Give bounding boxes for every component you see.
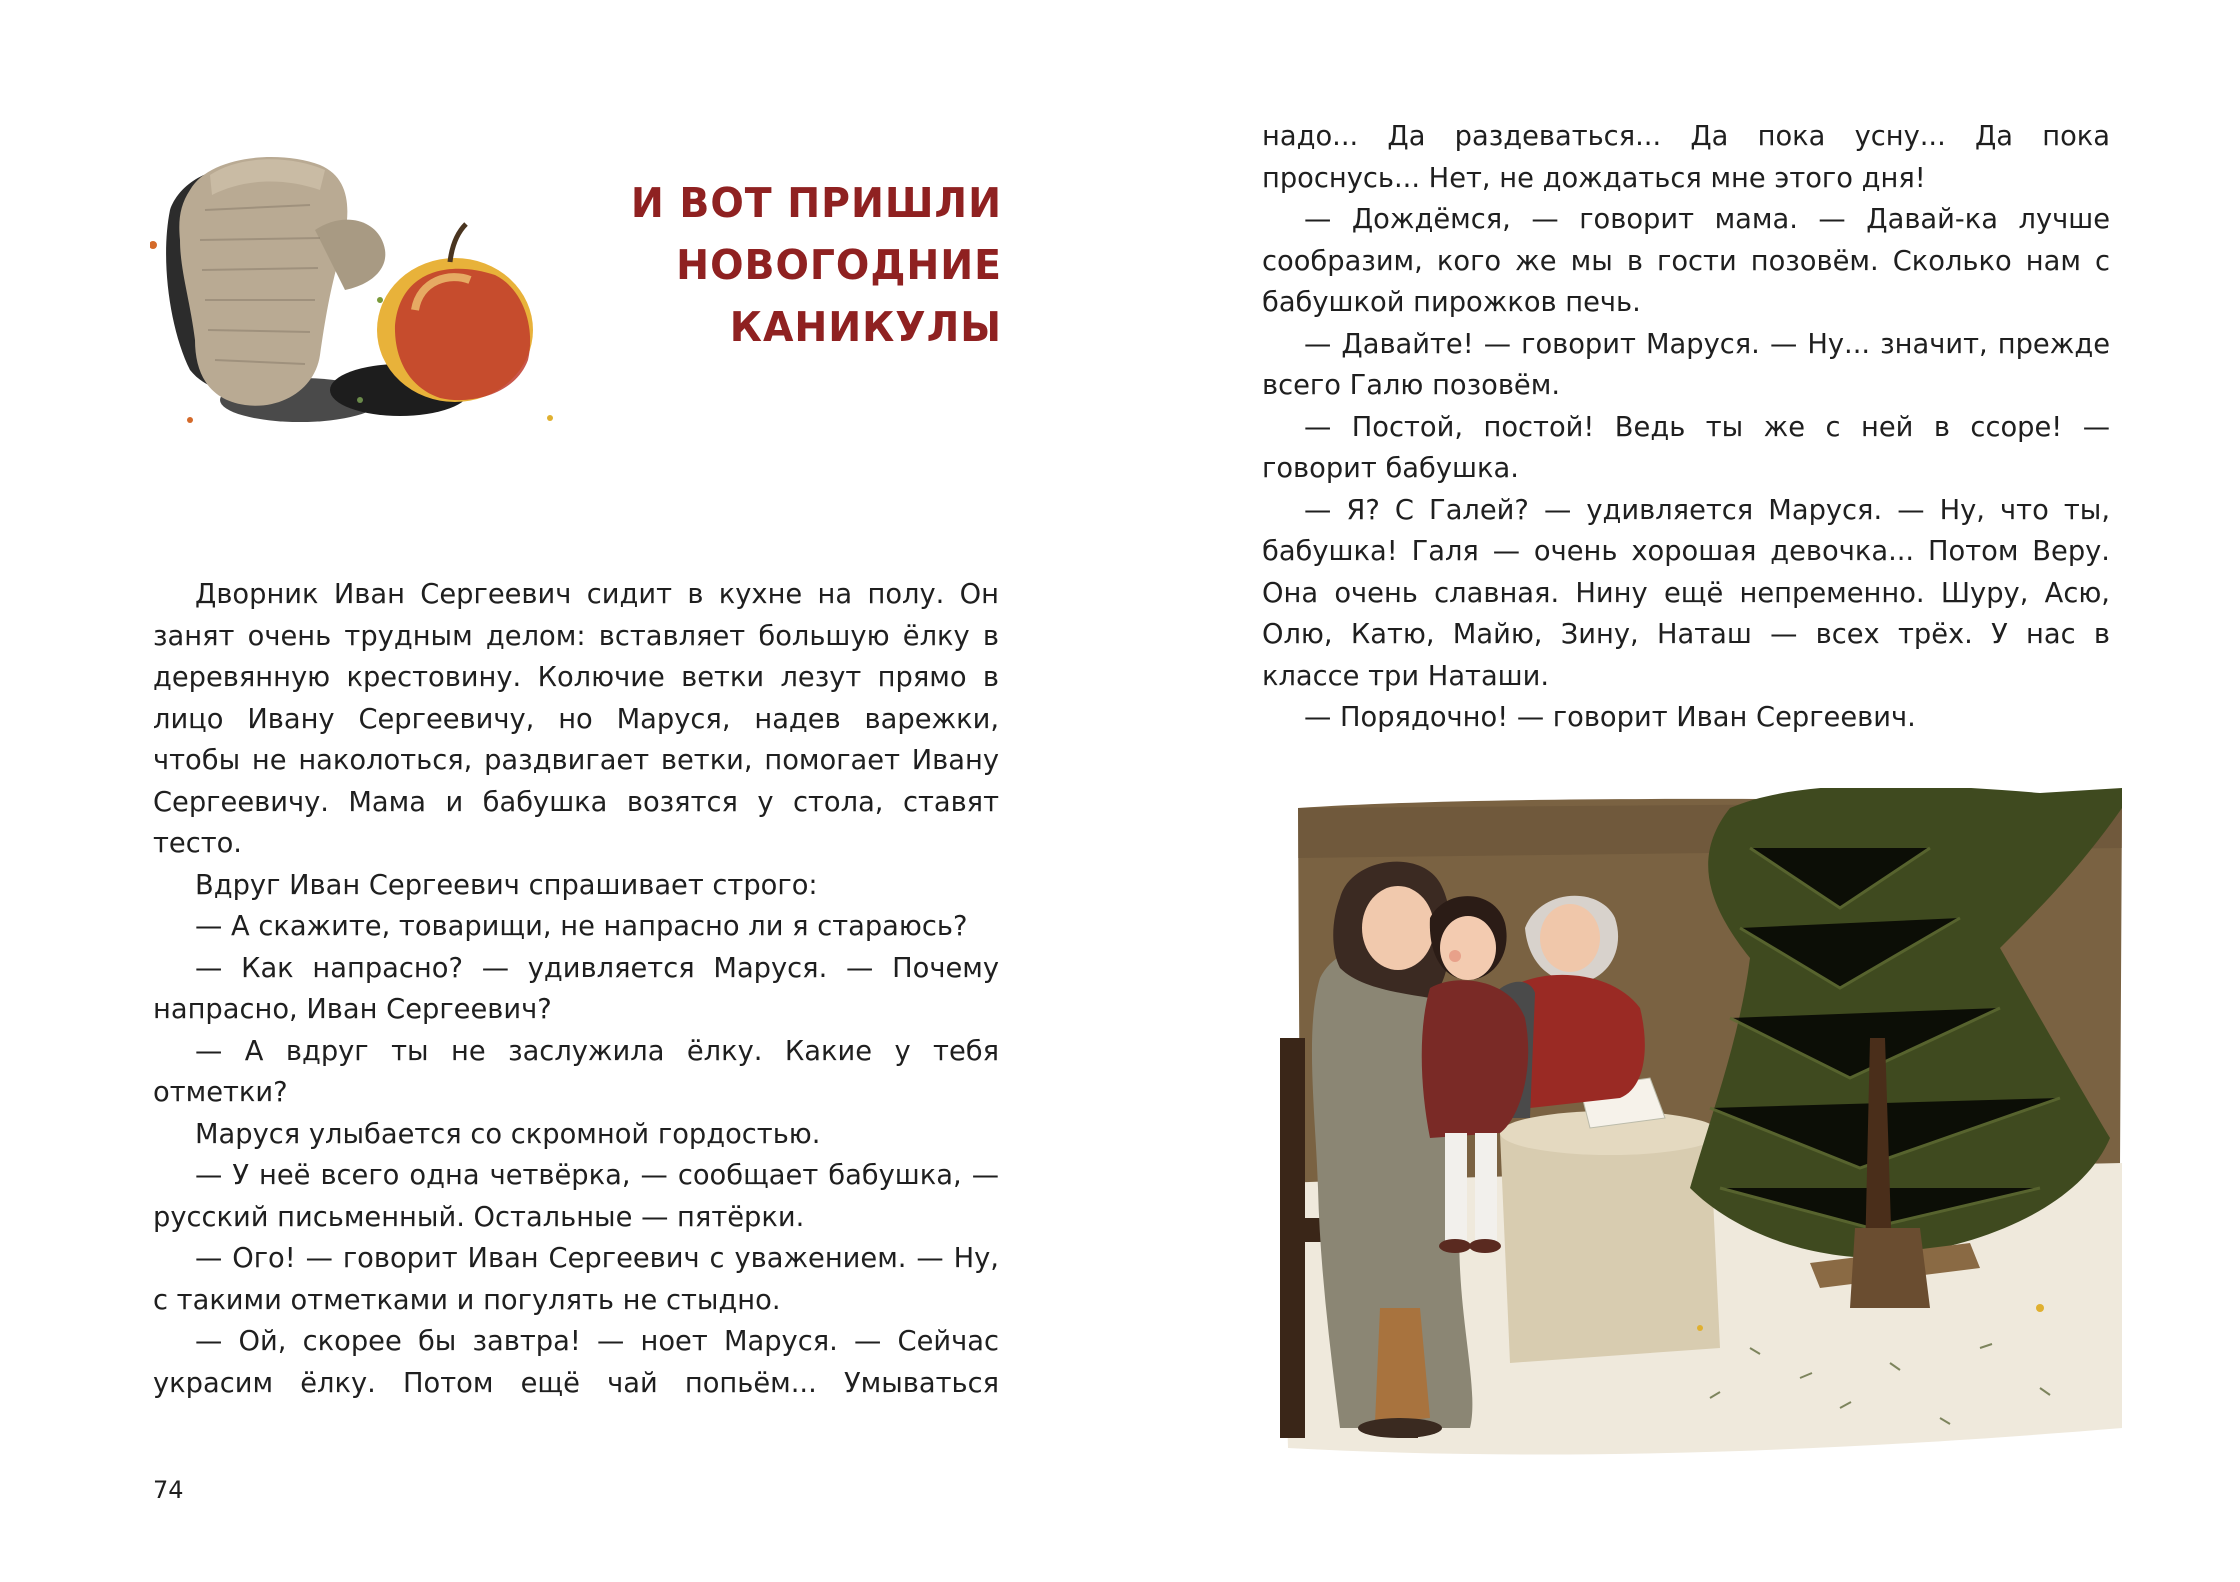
paragraph: — Я? С Галей? — удивляется Маруся. — Ну, что ты, бабушка! Галя — очень хорошая девочка... Потом Веру. Она очень славная. Нину ещё непременно. Шуру, Асю, Олю, Катю, Майю, Зину, Наташ — всех трёх. У нас в классе три Наташи.: [1262, 494, 2110, 692]
paragraph: — Ого! — говорит Иван Сергеевич с уважением. — Ну, с такими отметками и погулять не стыдно.: [153, 1243, 999, 1316]
paragraph: Вдруг Иван Сергеевич спрашивает строго:: [195, 869, 818, 901]
chapter-title-line-2: НОВОГОДНИЕ: [676, 241, 1002, 289]
page-number: 74: [153, 1476, 184, 1504]
paragraph: — Постой, постой! Ведь ты же с ней в ссоре! — говорит бабушка.: [1262, 411, 2110, 484]
chapter-title-line-1: И ВОТ ПРИШЛИ: [630, 179, 1002, 227]
paragraph: Дворник Иван Сергеевич сидит в кухне на полу. Он занят очень трудным делом: вставляет большую ёлку в деревянную крестовину. Колючие ветки лезут прямо в лицо Ивану Сергеевичу, но Маруся, надев варежки, чтобы не наколоться, раздвигает ветки, помогает Ивану Сергеевичу. Мама и бабушка возятся у стола, ставят тесто.: [153, 579, 999, 859]
paragraph: — Порядочно! — говорит Иван Сергеевич.: [1304, 702, 1916, 733]
chapter-title: [578, 172, 1002, 358]
family-christmas-tree-illustration: [1280, 788, 2122, 1464]
paragraph: надо... Да раздеваться... Да пока усну... Да пока проснусь... Нет, не дождаться мне этого дня!: [1262, 121, 2110, 194]
paragraph: — Давайте! — говорит Маруся. — Ну... значит, прежде всего Галю позовём.: [1262, 328, 2110, 401]
right-page-text: [1262, 116, 2110, 739]
paragraph: — А вдруг ты не заслужила ёлку. Какие у тебя отметки?: [153, 1035, 999, 1108]
paragraph: Маруся улыбается со скромной гордостью.: [195, 1118, 821, 1150]
chapter-title-line-3: КАНИКУЛЫ: [729, 303, 1002, 351]
paragraph: — А скажите, товарищи, не напрасно ли я стараюсь?: [195, 911, 968, 942]
paragraph: — У неё всего одна четвёрка, — сообщает бабушка, — русский письменный. Остальные — пятёрки.: [153, 1160, 999, 1233]
paragraph: — Дождёмся, — говорит мама. — Давай-ка лучше сообразим, кого же мы в гости позовём. Сколько нам с бабушкой пирожков печь.: [1262, 204, 2110, 318]
paragraph: — Как напрасно? — удивляется Маруся. — Почему напрасно, Иван Сергеевич?: [153, 952, 999, 1025]
right-page: [1120, 0, 2240, 1582]
mittens-and-apple-illustration: [150, 150, 580, 450]
paragraph: — Ой, скорее бы завтра! — ноет Маруся. — Сейчас украсим ёлку. Потом ещё чай попьём... Умываться: [153, 1326, 999, 1399]
left-page-text: [153, 574, 999, 1404]
